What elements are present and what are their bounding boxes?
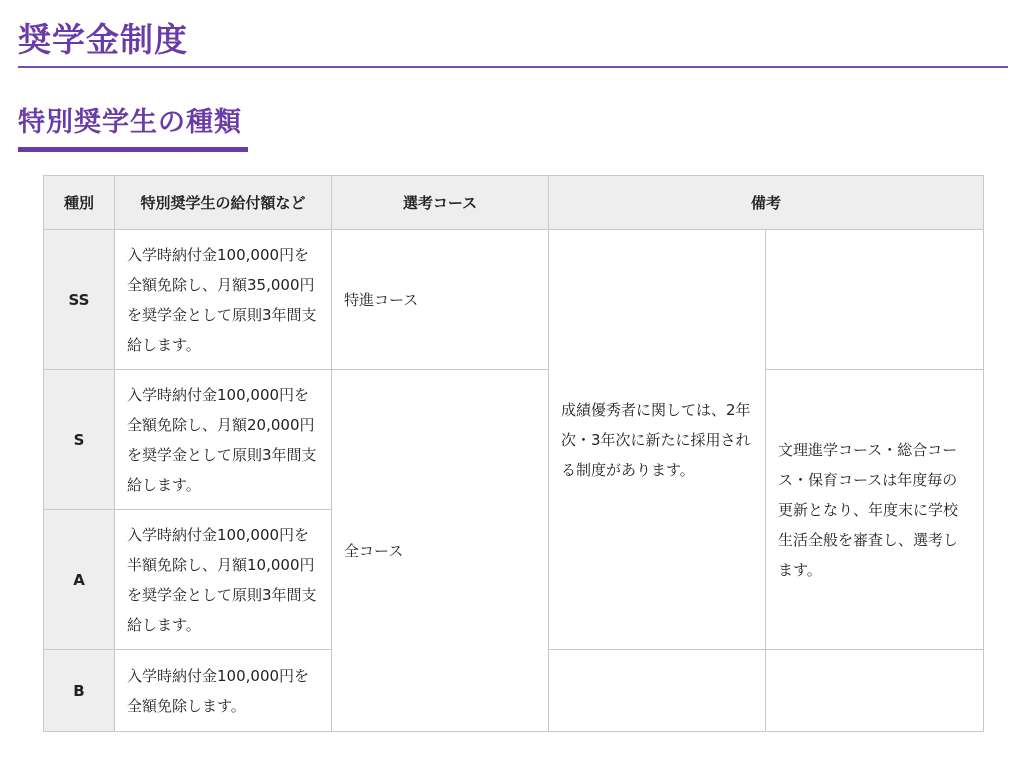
- section-heading: 特別奨学生の種類: [18, 107, 242, 138]
- header-benefit: 特別奨学生の給付額など: [115, 176, 332, 230]
- course-cell-tokushin: 特進コース: [332, 230, 549, 370]
- grade-cell: SS: [44, 230, 115, 370]
- benefit-cell: 入学時納付金100,000円を半額免除し、月額10,000円を奨学金として原則3年間支給します。: [115, 510, 332, 650]
- header-course: 選考コース: [332, 176, 549, 230]
- grade-cell: A: [44, 510, 115, 650]
- page-title: 奨学金制度: [18, 20, 188, 59]
- scholarship-table: [43, 175, 984, 732]
- remark-cell-renewal: 文理進学コース・総合コース・保育コースは年度毎の更新となり、年度末に学校生活全般を審査し、選考します。: [766, 370, 984, 650]
- table-header-row: [44, 176, 984, 230]
- section-heading-underline: [18, 147, 248, 152]
- benefit-cell: 入学時納付金100,000円を全額免除します。: [115, 650, 332, 732]
- table-row: [44, 370, 984, 510]
- header-remarks: 備考: [549, 176, 984, 230]
- grade-cell: S: [44, 370, 115, 510]
- remark-cell-empty: [766, 650, 984, 732]
- benefit-cell: 入学時納付金100,000円を全額免除し、月額35,000円を奨学金として原則3年間支給します。: [115, 230, 332, 370]
- table-row: [44, 230, 984, 370]
- header-grade: 種別: [44, 176, 115, 230]
- remark-cell-empty: [549, 650, 766, 732]
- remark-cell-top-performers: 成績優秀者に関しては、2年次・3年次に新たに採用される制度があります。: [549, 230, 766, 650]
- remark-cell-empty: [766, 230, 984, 370]
- grade-cell: B: [44, 650, 115, 732]
- course-cell-all: 全コース: [332, 370, 549, 732]
- title-divider: [18, 66, 1008, 68]
- benefit-cell: 入学時納付金100,000円を全額免除し、月額20,000円を奨学金として原則3年間支給します。: [115, 370, 332, 510]
